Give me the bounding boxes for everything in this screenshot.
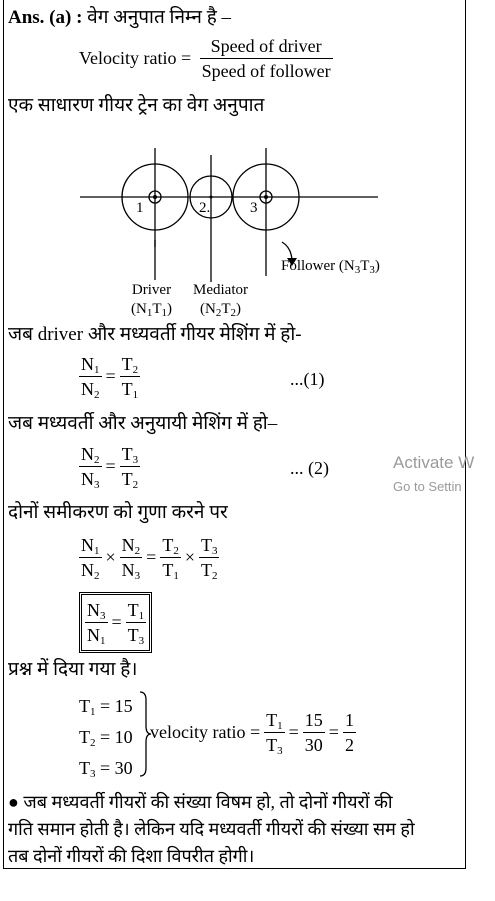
boxed-n-bot: 1 bbox=[100, 635, 106, 647]
eq1-n-top: N bbox=[81, 354, 94, 374]
follower-label bbox=[281, 258, 380, 275]
eq2-t-bot: T bbox=[121, 469, 133, 489]
eq3-d-bot: 2 bbox=[211, 570, 218, 582]
eq3-d-top: 3 bbox=[211, 545, 218, 557]
eq2-t-top: T bbox=[121, 444, 133, 464]
eq2-t-bot-sub: 2 bbox=[132, 479, 139, 491]
eq2-n-top: N bbox=[81, 444, 94, 464]
given-t1: = 15 bbox=[100, 696, 133, 716]
answer-label: Ans. (a) : bbox=[8, 7, 83, 28]
eq1-n-top-sub: 1 bbox=[94, 364, 100, 376]
given-f1-den: 3 bbox=[277, 745, 283, 757]
eq2-n-bot: N bbox=[81, 469, 94, 489]
gear-3-label: 3 bbox=[250, 200, 258, 216]
velocity-ratio-numerator: Speed of driver bbox=[200, 34, 333, 59]
follower-n-sub: 3 bbox=[354, 264, 361, 276]
note-line-1: ● जब मध्यवर्ती गीयरों की संख्या विषम हो, तो दोनों गीयरों की bbox=[8, 792, 393, 812]
driver-t-sub: 1 bbox=[161, 307, 167, 319]
equation-1: $\frac{N_1}{N_2}$ = $\frac{T_2}{T_1}$ bbox=[81, 354, 139, 401]
eq3-a-top: 1 bbox=[94, 545, 100, 557]
given-velocity-ratio: velocity ratio = $\frac{T_1}{T_3}$ = $\frac{15}{30}$ = $\frac{1}{2}$ bbox=[150, 710, 354, 757]
note-paragraph bbox=[8, 789, 415, 870]
follower-close: ) bbox=[374, 258, 380, 274]
equation-2: $\frac{N_2}{N_3}$ = $\frac{T_3}{T_2}$ bbox=[81, 444, 139, 491]
mediator-mesh-line: जब मध्यवर्ती और अनुयायी मेशिंग में हो– bbox=[8, 413, 278, 434]
given-t3: = 30 bbox=[100, 758, 133, 778]
given-t2: = 10 bbox=[100, 727, 133, 747]
given-values: $T_1 = 15$ $T_2 = 10$ $T_3 = 30$ bbox=[79, 696, 133, 780]
boxed-t-bot: 3 bbox=[138, 635, 145, 647]
given-f3-den: 2 bbox=[344, 735, 354, 755]
eq3-b-top: 2 bbox=[134, 545, 141, 557]
mediator-t-sub: 2 bbox=[230, 307, 236, 319]
eq1-t-top: T bbox=[121, 354, 133, 374]
mediator-nt: $(N_2T_2)$ bbox=[199, 301, 241, 319]
eq3-c-top: 2 bbox=[173, 545, 179, 557]
equation-2-tag: ... (2) bbox=[290, 458, 329, 478]
mediator-text: Mediator bbox=[193, 282, 248, 298]
follower-t: T bbox=[360, 258, 370, 274]
driver-nt: $(N_1T_1)$ bbox=[131, 301, 172, 319]
given-vr-label: velocity ratio = bbox=[150, 722, 261, 742]
given-f2-den: 30 bbox=[304, 735, 323, 755]
watermark-sub: Go to Settin bbox=[393, 479, 462, 494]
note-line-3: तब दोनों गीयरों की दिशा विपरीत होगी। bbox=[8, 846, 255, 866]
note-line-2: गति समान होती है। लेकिन यदि मध्यवर्ती गीयरों की संख्या सम हो bbox=[8, 819, 415, 839]
eq3-b-bot: 3 bbox=[134, 570, 141, 582]
eq2-t-top-sub: 3 bbox=[132, 454, 139, 466]
equation-1-tag: ...(1) bbox=[290, 369, 325, 389]
boxed-n-top: 3 bbox=[100, 610, 106, 622]
driver-n-sub: 1 bbox=[146, 307, 153, 319]
driver-mesh-line: जब driver और मध्यवर्ती गीयर मेशिंग में हो- bbox=[8, 324, 302, 345]
mediator-label bbox=[193, 281, 248, 319]
follower-text: Follower (N bbox=[281, 258, 355, 274]
eq2-n-top-sub: 2 bbox=[94, 454, 100, 466]
given-f1-num: 1 bbox=[277, 720, 283, 732]
simple-train-line: एक साधारण गीयर ट्रेन का वेग अनुपात bbox=[8, 95, 265, 116]
answer-intro: वेग अनुपात निम्न है – bbox=[87, 7, 232, 28]
velocity-ratio-denominator: Speed of follower bbox=[201, 61, 331, 81]
eq1-n-bot-sub: 2 bbox=[94, 389, 100, 401]
mediator-n-sub: 2 bbox=[215, 307, 222, 319]
driver-text: Driver bbox=[131, 282, 172, 298]
gear-2-label: 2. bbox=[199, 200, 211, 216]
eq3-a-bot: 2 bbox=[94, 570, 100, 582]
boxed-t-top: 1 bbox=[138, 610, 145, 622]
eq1-n-bot: N bbox=[81, 379, 94, 399]
boxed-result: $\frac{N_3}{N_1}$ = $\frac{T_1}{T_3}$ bbox=[79, 592, 152, 653]
given-f3-num: 1 bbox=[343, 708, 356, 733]
driver-label bbox=[131, 281, 172, 319]
given-f2-num: 15 bbox=[303, 708, 325, 733]
eq2-n-bot-sub: 3 bbox=[94, 479, 100, 491]
eq1-t-top-sub: 2 bbox=[132, 364, 139, 376]
follower-t-sub: 3 bbox=[369, 264, 375, 276]
equation-3: $\frac{N_1}{N_2}$ × $\frac{N_2}{N_3}$ = $\frac{T_2}{T_1}$ × $\frac{T_3}{T_2}$ bbox=[81, 535, 218, 582]
eq1-t-bot: T bbox=[121, 379, 133, 399]
velocity-ratio-lhs: Velocity ratio = bbox=[79, 48, 192, 68]
eq1-t-bot-sub: 1 bbox=[132, 389, 139, 401]
gear-1-label: 1 bbox=[136, 200, 144, 216]
eq3-c-bot: 1 bbox=[173, 570, 179, 582]
watermark-title: Activate W bbox=[393, 453, 475, 472]
given-line: प्रश्न में दिया गया है। bbox=[8, 659, 138, 680]
multiply-line: दोनों समीकरण को गुणा करने पर bbox=[8, 502, 228, 523]
